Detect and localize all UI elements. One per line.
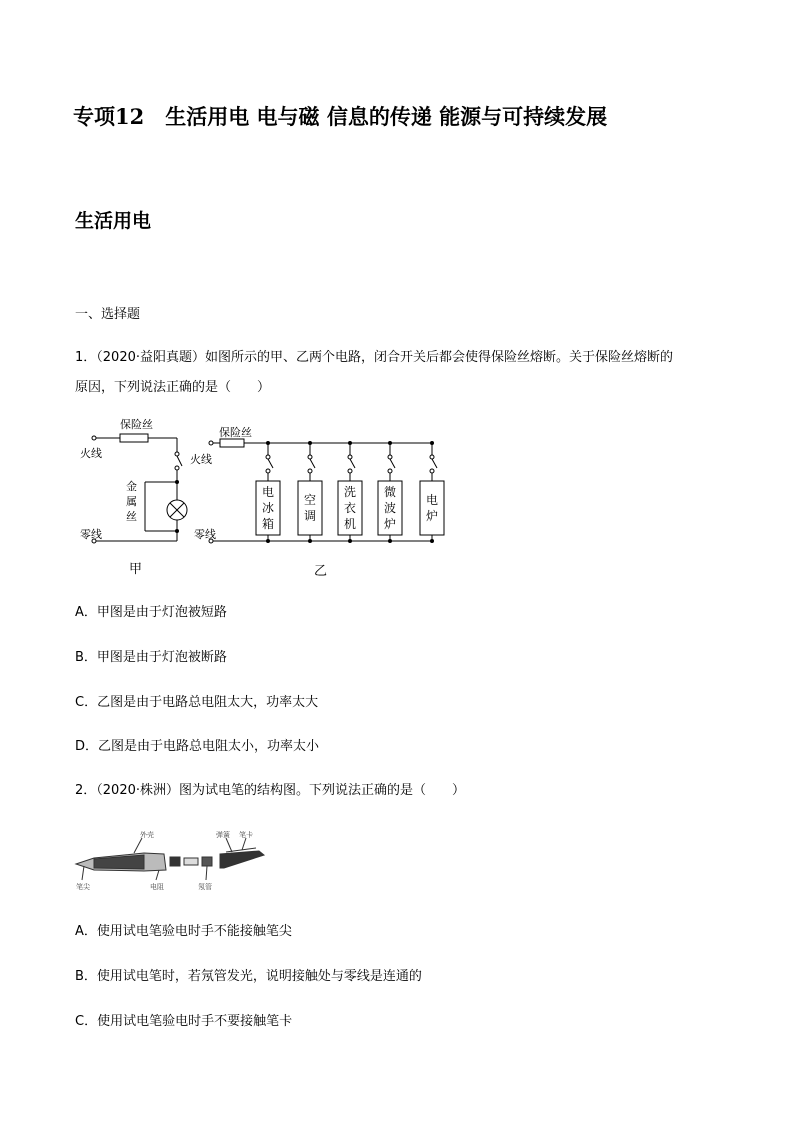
switch-contact xyxy=(388,469,392,473)
metal-wire-char-1: 金 xyxy=(126,480,137,493)
q1-stem-line1: 1．（2020·益阳真题）如图所示的甲、乙两个电路，闭合开关后都会使得保险丝熔断。关于保险丝熔断的 xyxy=(75,350,673,365)
section-heading: 生活用电 xyxy=(75,210,152,232)
switch-blade xyxy=(310,459,315,468)
q1-stem-line2: 原因，下列说法正确的是（ ） xyxy=(75,380,271,395)
junction-dot xyxy=(430,539,434,543)
q2-option-a: A．使用试电笔验电时手不能接触笔尖 xyxy=(75,924,292,939)
junction-dot xyxy=(388,539,392,543)
circuit-label-b: 乙 xyxy=(314,564,328,579)
appliance-label-char: 调 xyxy=(303,509,317,523)
junction-dot xyxy=(266,441,270,445)
switch-blade xyxy=(268,459,273,468)
appliance-label-char: 冰 xyxy=(261,501,275,515)
pen-label-shell: 外壳 xyxy=(140,831,154,839)
q2-stem: 2．（2020·株洲）图为试电笔的结构图。下列说法正确的是（ ） xyxy=(75,783,465,798)
neutral-label-a: 零线 xyxy=(80,528,102,541)
fuse-label-b: 保险丝 xyxy=(219,426,252,439)
q1-option-d: D．乙图是由于电路总电阻太小，功率太小 xyxy=(75,739,320,754)
appliance-label-char: 箱 xyxy=(261,517,275,531)
switch-contact xyxy=(266,469,270,473)
appliance-label-char: 波 xyxy=(383,501,397,515)
appliance-label-char: 机 xyxy=(343,517,357,531)
switch-contact xyxy=(266,455,270,459)
test-pen-figure xyxy=(74,828,274,893)
switch-contact xyxy=(430,455,434,459)
appliance-label-char: 衣 xyxy=(343,501,357,515)
switch-contact xyxy=(348,469,352,473)
appliance-label-char: 电 xyxy=(261,485,275,499)
pen-label-clip: 笔卡 xyxy=(239,831,253,839)
appliance-label-char: 微 xyxy=(383,485,397,499)
metal-wire-char-3: 丝 xyxy=(126,510,137,523)
q1-option-b: B．甲图是由于灯泡被断路 xyxy=(75,650,227,665)
junction-dot xyxy=(388,441,392,445)
q2-option-b: B．使用试电笔时，若氖管发光，说明接触处与零线是连通的 xyxy=(75,969,422,984)
switch-blade xyxy=(390,459,395,468)
pen-label-spring: 弹簧 xyxy=(216,831,230,839)
junction-dot xyxy=(266,539,270,543)
switch-contact xyxy=(430,469,434,473)
switch-contact xyxy=(308,469,312,473)
junction-dot xyxy=(308,539,312,543)
metal-wire-char-2: 属 xyxy=(126,495,137,508)
junction-dot xyxy=(348,539,352,543)
q2-option-c: C．使用试电笔验电时手不要接触笔卡 xyxy=(75,1014,293,1029)
appliance-label-char: 电 xyxy=(425,493,439,507)
neutral-label-b: 零线 xyxy=(194,528,216,541)
pen-label-tip: 笔尖 xyxy=(76,883,90,891)
switch-contact xyxy=(348,455,352,459)
switch-contact xyxy=(388,455,392,459)
circuit-label-a: 甲 xyxy=(129,562,143,577)
part-heading: 一、选择题 xyxy=(75,307,141,322)
switch-blade xyxy=(432,459,437,468)
appliance-label-char: 洗 xyxy=(343,485,357,499)
page-title: 专项12 生活用电 电与磁 信息的传递 能源与可持续发展 xyxy=(73,104,608,129)
junction-dot xyxy=(430,441,434,445)
switch-blade xyxy=(350,459,355,468)
appliance-label-char: 炉 xyxy=(425,509,439,523)
q1-option-a: A．甲图是由于灯泡被短路 xyxy=(75,605,227,620)
appliance-box xyxy=(420,481,444,535)
appliance-box xyxy=(298,481,322,535)
switch-contact xyxy=(308,455,312,459)
appliance-label-char: 炉 xyxy=(383,517,397,531)
pen-label-resistor: 电阻 xyxy=(150,883,164,891)
circuit-diagram xyxy=(70,410,470,585)
q1-option-c: C．乙图是由于电路总电阻太大，功率太大 xyxy=(75,695,319,710)
live-label-a: 火线 xyxy=(80,447,102,460)
appliance-label-char: 空 xyxy=(303,493,317,507)
fuse-label-a: 保险丝 xyxy=(120,418,153,431)
junction-dot xyxy=(308,441,312,445)
live-label-b: 火线 xyxy=(190,453,212,466)
junction-dot xyxy=(348,441,352,445)
pen-label-neon: 氖管 xyxy=(198,883,212,891)
